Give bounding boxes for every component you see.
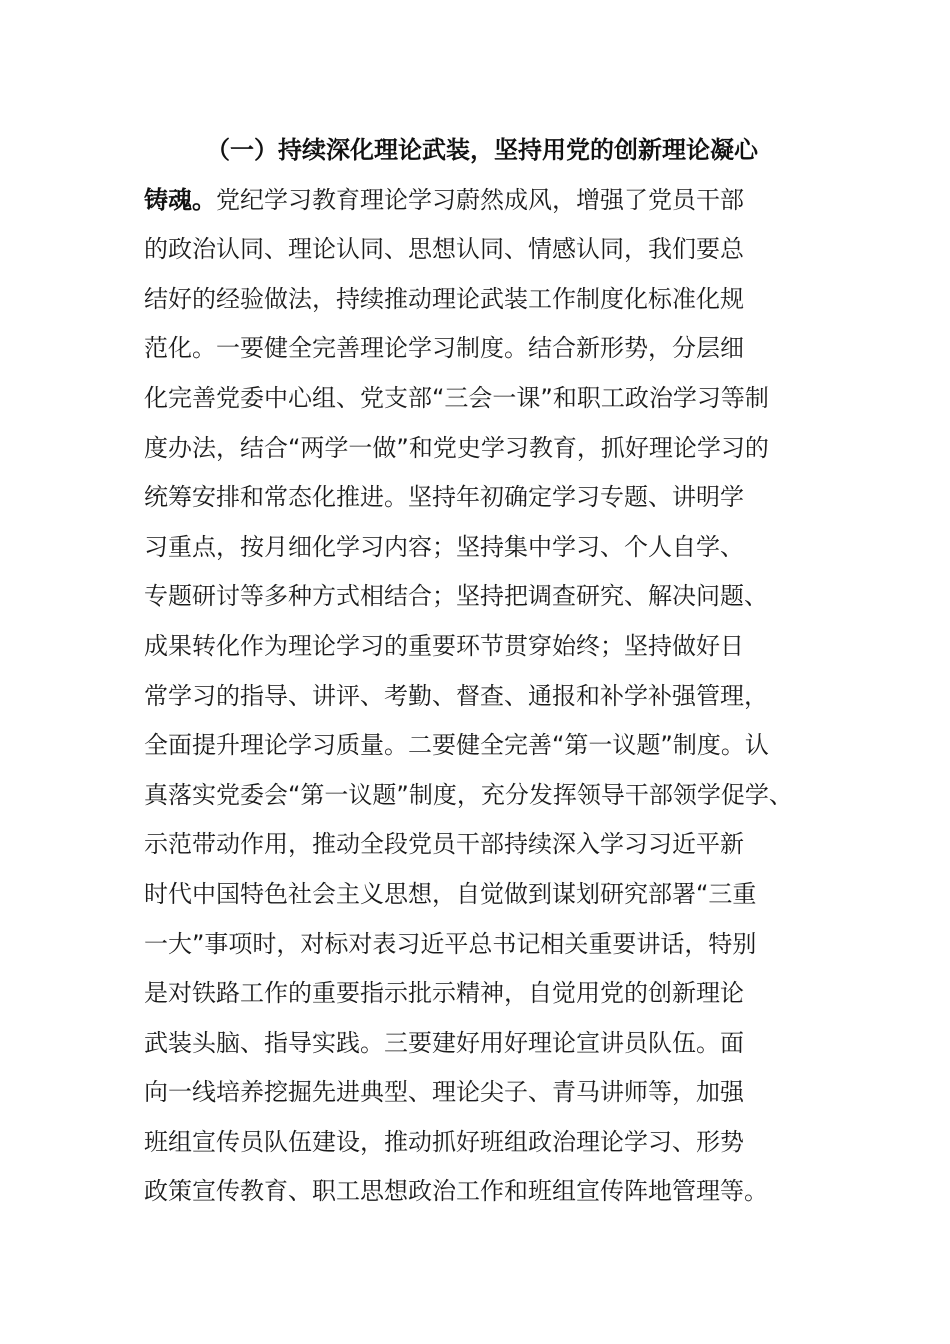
paragraph-text: 党纪学习教育理论学习蔚然成风，增强了党员干部	[216, 185, 744, 214]
paragraph-line: 化完善党委中心组、党支部“三会一课”和职工政治学习等制	[144, 383, 769, 412]
paragraph-line: 范化。一要健全完善理论学习制度。结合新形势，分层细	[144, 334, 744, 363]
paragraph-line: 时代中国特色社会主义思想，自觉做到谋划研究部署“三重	[144, 879, 757, 908]
paragraph-line: 班组宣传员队伍建设，推动抓好班组政治理论学习、形势	[144, 1127, 744, 1156]
paragraph-line: 的政治认同、理论认同、思想认同、情感认同，我们要总	[144, 235, 744, 264]
paragraph-line	[144, 176, 824, 226]
paragraph-line: 真落实党委会“第一议题”制度，充分发挥领导干部领学促学、	[144, 780, 793, 809]
paragraph-line: 全面提升理论学习质量。二要健全完善“第一议题”制度。认	[144, 731, 769, 760]
paragraph-line: 统筹安排和常态化推进。坚持年初确定学习专题、讲明学	[144, 483, 744, 512]
section-heading-end: 铸魂。	[144, 185, 216, 214]
paragraph-line: 示范带动作用，推动全段党员干部持续深入学习习近平新	[144, 830, 744, 859]
section-heading: （一）持续深化理论武装，坚持用党的创新理论凝心	[206, 136, 758, 164]
paragraph-line: 是对铁路工作的重要指示批示精神，自觉用党的创新理论	[144, 979, 744, 1008]
paragraph-line: 向一线培养挖掘先进典型、理论尖子、青马讲师等，加强	[144, 1078, 744, 1107]
paragraph-line: 成果转化作为理论学习的重要环节贯穿始终；坚持做好日	[144, 631, 744, 660]
paragraph-line: 习重点，按月细化学习内容；坚持集中学习、个人自学、	[144, 532, 744, 561]
paragraph-line: 专题研讨等多种方式相结合；坚持把调查研究、解决问题、	[144, 582, 768, 611]
paragraph-line: 结好的经验做法，持续推动理论武装工作制度化标准化规	[144, 284, 744, 313]
paragraph-line: 度办法，结合“两学一做”和党史学习教育，抓好理论学习的	[144, 433, 769, 462]
paragraph-line: 政策宣传教育、职工思想政治工作和班组宣传阵地管理等。	[144, 1177, 768, 1206]
paragraph-line: 武装头脑、指导实践。三要建好用好理论宣讲员队伍。面	[144, 1028, 744, 1057]
paragraph-line: 常学习的指导、讲评、考勤、督查、通报和补学补强管理，	[144, 681, 768, 710]
paragraph-line: 一大”事项时，对标对表习近平总书记相关重要讲话，特别	[144, 929, 757, 958]
paragraph-heading-line	[144, 126, 824, 176]
body-text	[144, 126, 824, 1217]
